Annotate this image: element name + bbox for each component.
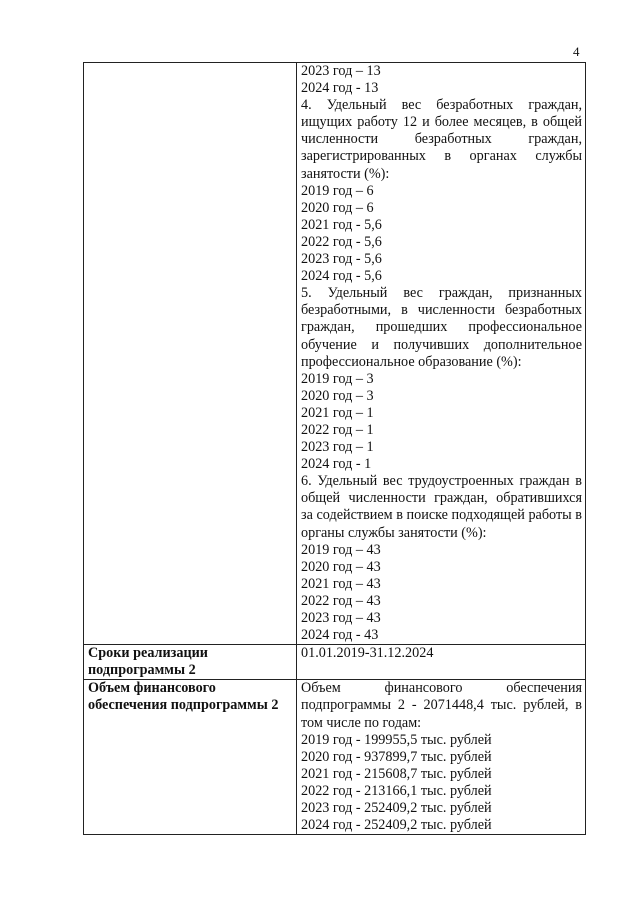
financing-cell <box>297 680 586 835</box>
indicator-year-value: 2023 год – 43 <box>301 610 381 626</box>
financing-year-2021: 2021 год - 215608,7 тыс. рублей <box>301 765 492 782</box>
indicator-year-value: 2024 год - 43 <box>301 627 379 644</box>
indicator-year-value: 2022 год – 1 <box>301 421 374 438</box>
financing-year-2023: 2023 год - 252409,2 тыс. рублей <box>301 800 492 817</box>
indicator-year-value: 2020 год – 43 <box>301 558 381 575</box>
indicator-heading: 6. Удельный вес трудоустроенных граждан в общей численности граждан, обратившихся за содействием в поиске подходящей работы в органы службы занятости (%): <box>301 473 582 541</box>
financing-year-2020: 2020 год - 937899,7 тыс. рублей <box>301 748 492 765</box>
financing-label: Объем финансового обеспечения подпрограммы 2 <box>84 680 297 835</box>
table-row-indicators <box>84 63 586 645</box>
financing-year-2024: 2024 год - 252409,2 тыс. рублей <box>301 817 492 834</box>
indicator-year-value: 2021 год – 1 <box>301 404 374 421</box>
indicator-year-value: 2023 год – 13 <box>301 63 381 79</box>
indicator-year-value: 2019 год – 43 <box>301 541 381 558</box>
indicator-year-value: 2022 год - 5,6 <box>301 233 382 250</box>
period-value: 01.01.2019-31.12.2024 <box>297 645 586 680</box>
indicator-year-value: 2020 год – 6 <box>301 199 374 216</box>
indicator-year-value: 2022 год – 43 <box>301 592 381 609</box>
indicator-year-value: 2024 год - 1 <box>301 456 372 473</box>
indicator-year-value: 2023 год - 5,6 <box>301 251 382 268</box>
indicator-year-value: 2024 год - 13 <box>301 80 379 97</box>
indicator-year-value: 2024 год - 5,6 <box>301 268 382 285</box>
indicators-cell <box>297 63 586 645</box>
table-row-period <box>84 645 586 680</box>
page-number: 4 <box>573 44 580 59</box>
table-row-financing <box>84 680 586 835</box>
row-label-empty <box>84 63 297 645</box>
financing-intro: Объем финансового обеспечения подпрограммы 2 - 2071448,4 тыс. рублей, в том числе по годам: <box>301 680 582 731</box>
indicator-year-value: 2019 год – 6 <box>301 182 374 199</box>
indicator-heading: 4. Удельный вес безработных граждан, ищущих работу 12 и более месяцев, в общей численности безработных граждан, зарегистрированных в органах службы занятости (%): <box>301 97 582 182</box>
period-label: Сроки реализации подпрограммы 2 <box>84 645 297 680</box>
financing-year-2019: 2019 год - 199955,5 тыс. рублей <box>301 731 492 748</box>
indicator-year-value: 2023 год – 1 <box>301 439 374 456</box>
indicator-year-value: 2021 год - 5,6 <box>301 216 382 233</box>
indicator-heading: 5. Удельный вес граждан, признанных безработными, в численности безработных граждан, прошедших профессиональное обучение и получивших дополнительное профессиональное образование (%): <box>301 285 582 370</box>
indicator-year-value: 2021 год – 43 <box>301 575 381 592</box>
indicator-year-value: 2019 год – 3 <box>301 370 374 387</box>
passport-table <box>83 62 586 835</box>
indicator-year-value: 2020 год – 3 <box>301 387 374 404</box>
financing-year-2022: 2022 год - 213166,1 тыс. рублей <box>301 782 492 799</box>
